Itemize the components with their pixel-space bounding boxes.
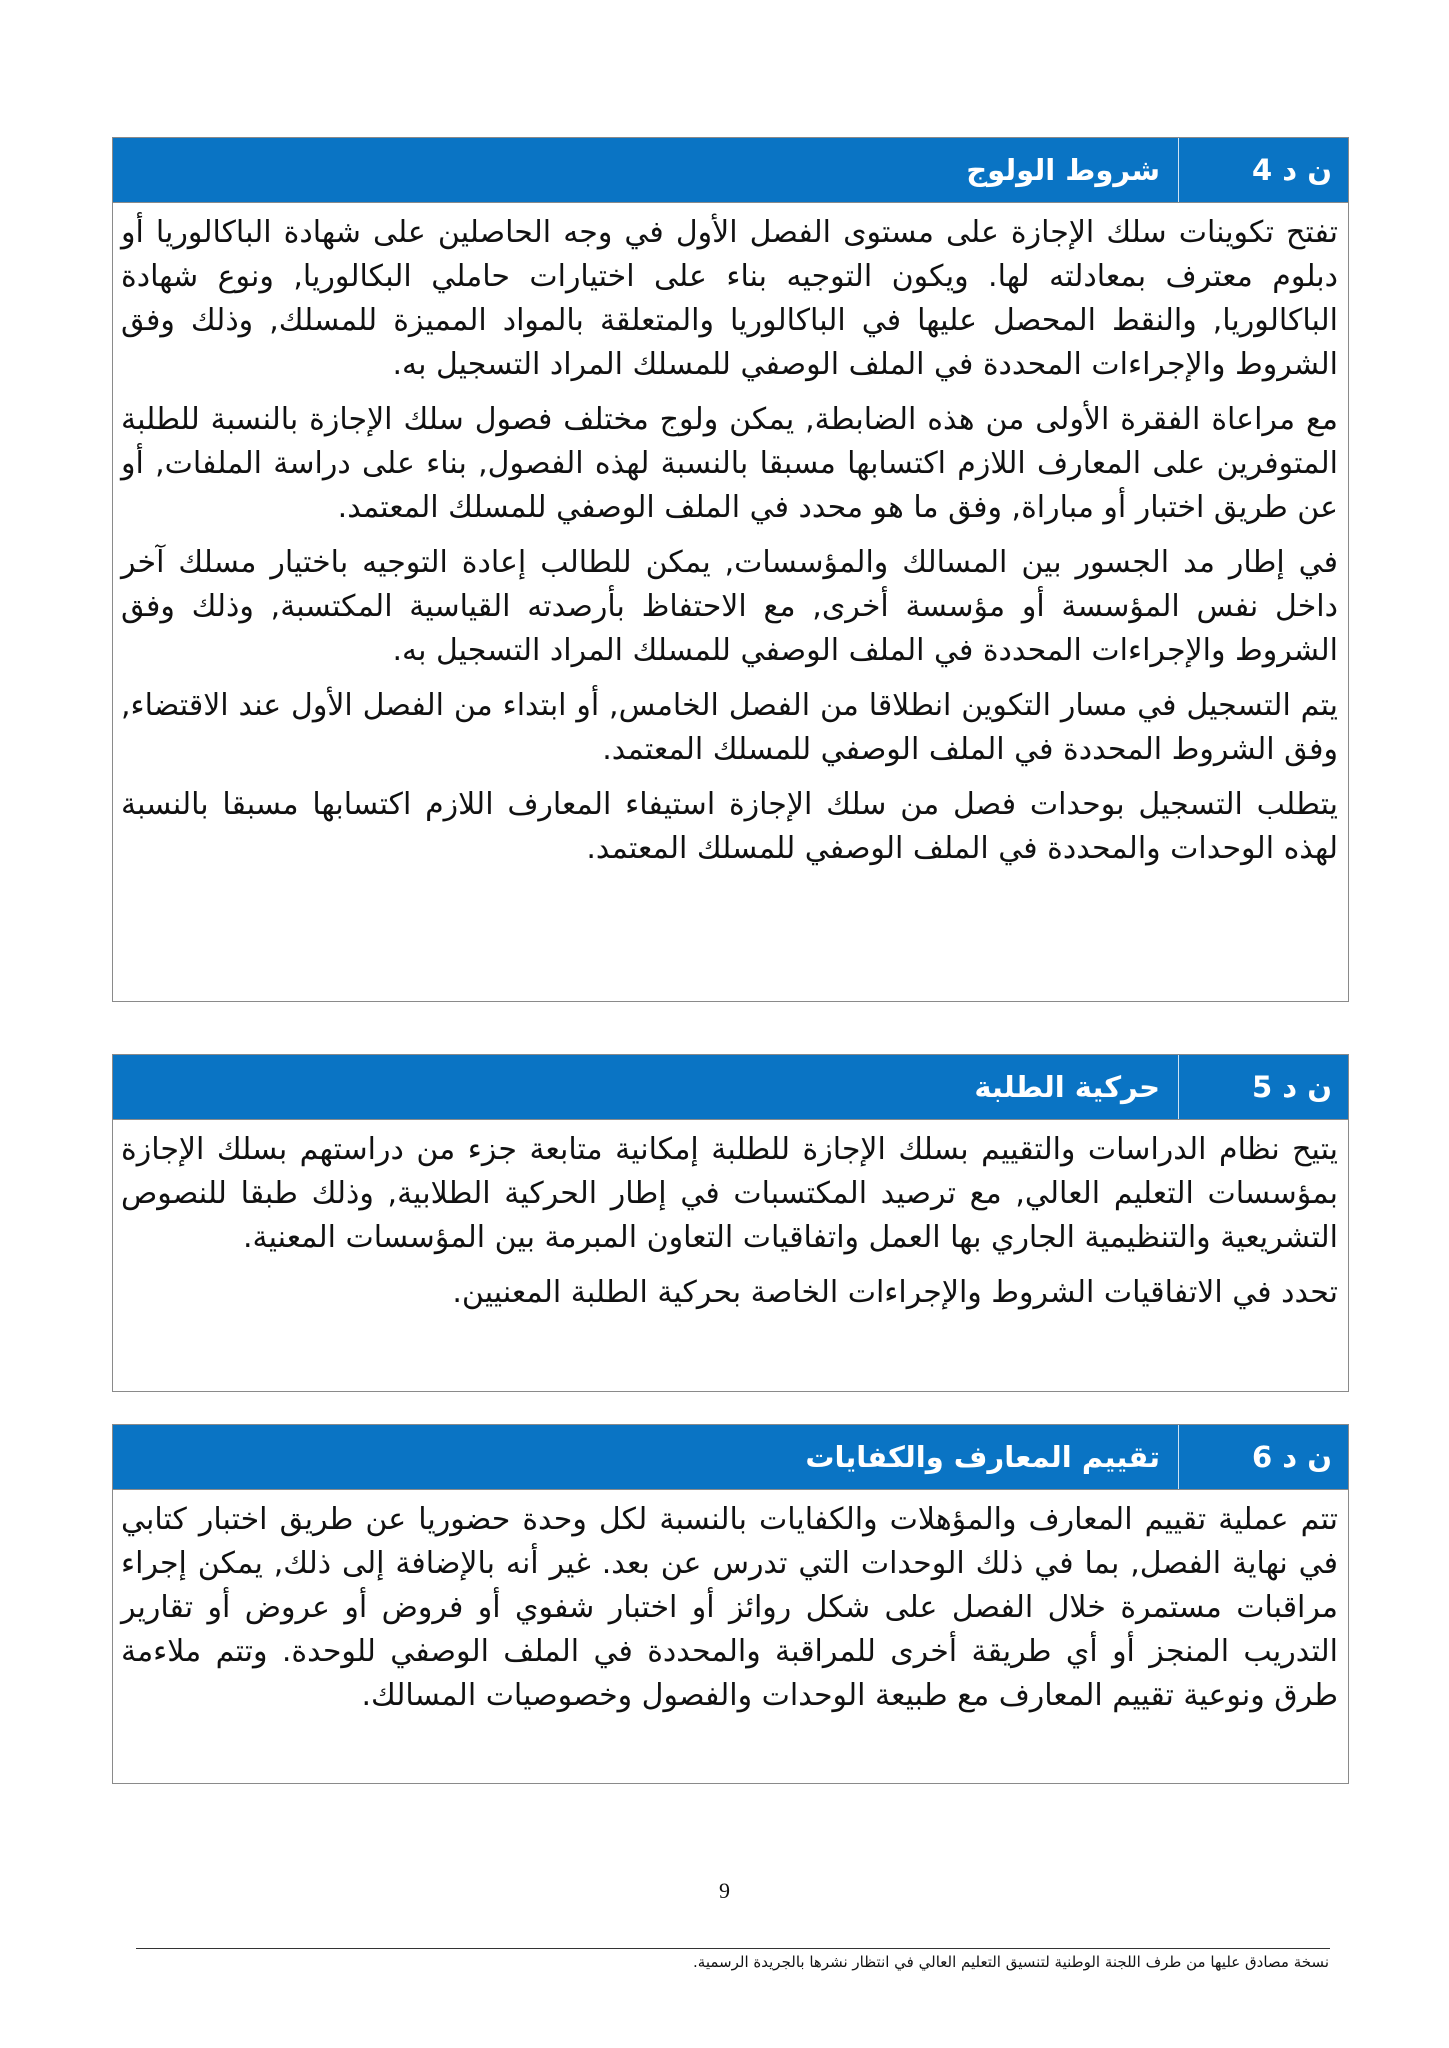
- paragraph: يتطلب التسجيل بوحدات فصل من سلك الإجازة استيفاء المعارف اللازم اكتسابها مسبقا بالنسبة لهذه الوحدات والمحددة في الملف الوصفي للمسلك المعتمد.: [121, 787, 1338, 866]
- paragraph: تحدد في الاتفاقيات الشروط والإجراءات الخاصة بحركية الطلبة المعنيين.: [452, 1275, 1338, 1310]
- section-access-conditions: [112, 137, 1349, 1002]
- paragraph: تتم عملية تقييم المعارف والمؤهلات والكفايات بالنسبة لكل وحدة حضوريا عن طريق اختبار كتابي في نهاية الفصل, بما في ذلك الوحدات التي تدرس عن بعد. غير أنه بالإضافة إلى ذلك, يمكن إجراء مراقبات مستمرة خلال الفصل على شكل روائز أو اختبار شفوي أو فروض أو عروض أو تقارير التدريب المنجز أو أي طريقة أخرى للمراقبة والمحددة في الملف الوصفي للوحدة. وتتم ملاءمة طرق ونوعية تقييم المعارف مع طبيعة الوحدات والفصول وخصوصيات المسالك.: [121, 1502, 1338, 1713]
- paragraph: يتيح نظام الدراسات والتقييم بسلك الإجازة للطلبة إمكانية متابعة جزء من دراستهم بسلك الإجازة بمؤسسات التعليم العالي, مع ترصيد المكتسبات في إطار الحركية الطلابية, وذلك طبقا للنصوص التشريعية والتنظيمية الجاري بها العمل واتفاقيات التعاون المبرمة بين المؤسسات المعنية.: [121, 1132, 1338, 1255]
- footer-note: نسخة مصادق عليها من طرف اللجنة الوطنية لتنسيق التعليم العالي في انتظار نشرها بالجريدة الرسمية.: [693, 1953, 1329, 1971]
- section-header: [113, 138, 1348, 202]
- page-number: 9: [719, 1878, 730, 1903]
- section-code: ن د 4: [1178, 138, 1348, 202]
- section-title: تقييم المعارف والكفايات: [805, 1440, 1160, 1474]
- paragraph: مع مراعاة الفقرة الأولى من هذه الضابطة, يمكن ولوج مختلف فصول سلك الإجازة بالنسبة للطلبة المتوفرين على المعارف اللازم اكتسابها مسبقا بالنسبة لهذه الفصول, بناء على دراسة الملفات, أو عن طريق اختبار أو مباراة, وفق ما هو محدد في الملف الوصفي للمسلك المعتمد.: [121, 402, 1338, 525]
- section-body: [113, 1489, 1348, 1726]
- paragraph: في إطار مد الجسور بين المسالك والمؤسسات, يمكن للطالب إعادة التوجيه باختيار مسلك آخر داخل نفس المؤسسة أو مؤسسة أخرى, مع الاحتفاظ بأرصدته القياسية المكتسبة, وذلك وفق الشروط والإجراءات المحددة في الملف الوصفي للمسلك المراد التسجيل به.: [121, 545, 1338, 668]
- paragraph: يتم التسجيل في مسار التكوين انطلاقا من الفصل الخامس, أو ابتداء من الفصل الأول عند الاقتضاء, وفق الشروط المحددة في الملف الوصفي للمسلك المعتمد.: [121, 688, 1338, 767]
- section-body: [113, 1119, 1348, 1323]
- footer-divider: [136, 1948, 1330, 1949]
- section-knowledge-assessment: [112, 1424, 1349, 1784]
- section-code: ن د 6: [1178, 1425, 1348, 1489]
- section-title: شروط الولوج: [966, 153, 1160, 187]
- section-code: ن د 5: [1178, 1055, 1348, 1119]
- section-header: [113, 1055, 1348, 1119]
- section-body: [113, 202, 1348, 879]
- paragraph: تفتح تكوينات سلك الإجازة على مستوى الفصل الأول في وجه الحاصلين على شهادة الباكالوريا أو دبلوم معترف بمعادلته لها. ويكون التوجيه بناء على اختيارات حاملي البكالوريا, ونوع شهادة الباكالوريا, والنقط المحصل عليها في الباكالوريا والمتعلقة بالمواد المميزة للمسلك, وذلك وفق الشروط والإجراءات المحددة في الملف الوصفي للمسلك المراد التسجيل به.: [121, 215, 1338, 382]
- section-title: حركية الطلبة: [974, 1070, 1160, 1104]
- section-student-mobility: [112, 1054, 1349, 1392]
- section-header: [113, 1425, 1348, 1489]
